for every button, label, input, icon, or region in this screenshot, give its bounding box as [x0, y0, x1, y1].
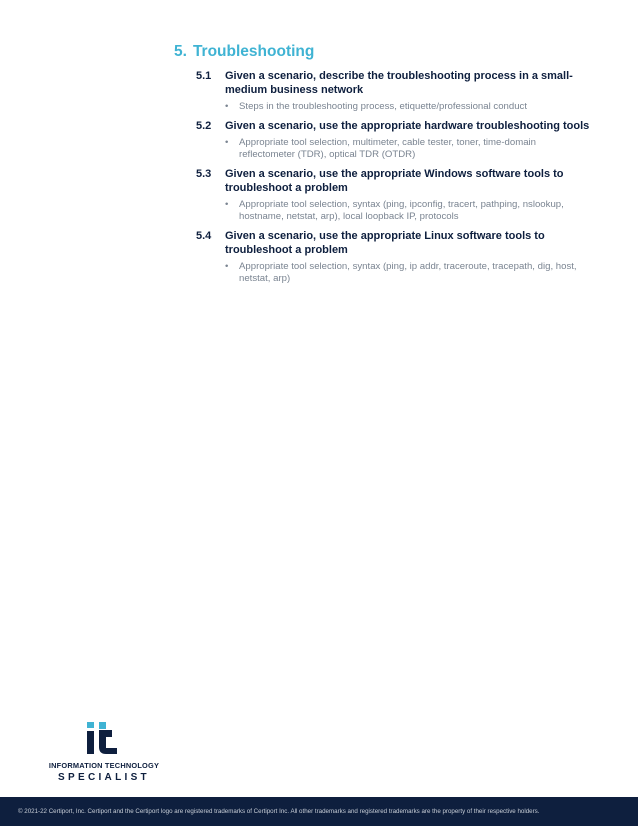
objective-title: Given a scenario, use the appropriate hardware troubleshooting tools [225, 120, 590, 132]
bullet-text: Appropriate tool selection, syntax (ping, ipconfig, tracert, pathping, nslookup, hostname, netstat, arp), local loopback IP, protocols [239, 199, 564, 222]
objective-number: 5.2 [196, 120, 212, 132]
objective-bullet [225, 137, 594, 161]
objective-title: Given a scenario, describe the troubleshooting process in a small-medium business network [225, 70, 573, 96]
objective-5-1 [196, 69, 594, 119]
objective-title: Given a scenario, use the appropriate Linux software tools to troubleshoot a problem [225, 230, 545, 256]
logo-text-line1: INFORMATION TECHNOLOGY [48, 761, 160, 770]
objective-5-2 [196, 119, 594, 167]
objective-bullet [225, 101, 594, 113]
objective-title: Given a scenario, use the appropriate Windows software tools to troubleshoot a problem [225, 168, 564, 194]
section-heading [174, 42, 594, 62]
objective-5-3 [196, 167, 594, 229]
section-title: Troubleshooting [192, 43, 315, 60]
objective-5-4 [196, 229, 594, 291]
bullet-mark: • [225, 199, 229, 210]
logo-text-line2: SPECIALIST [58, 772, 150, 783]
objective-number: 5.3 [196, 168, 212, 180]
objective-bullet [225, 199, 594, 223]
bullet-mark: • [225, 101, 229, 112]
objective-bullet [225, 261, 594, 285]
section-number: 5. [174, 43, 187, 60]
troubleshooting-section [174, 42, 594, 291]
bullet-mark: • [225, 261, 229, 272]
objective-number: 5.1 [196, 70, 212, 82]
bullet-mark: • [225, 137, 229, 148]
objective-number: 5.4 [196, 230, 212, 242]
bullet-text: Appropriate tool selection, syntax (ping, ip addr, traceroute, tracepath, dig, host, netstat, arp) [239, 261, 577, 284]
bullet-text: Appropriate tool selection, multimeter, cable tester, toner, time-domain reflectometer (TDR), optical TDR (OTDR) [239, 137, 537, 160]
bullet-text: Steps in the troubleshooting process, etiquette/professional conduct [239, 101, 527, 112]
it-logo-icon [84, 720, 120, 756]
copyright-footer: © 2021-22 Certiport, Inc. Certiport and the Certiport logo are registered trademarks of Certiport Inc. All other trademarks and registered trademarks are the property of their respective holders. [0, 797, 638, 826]
